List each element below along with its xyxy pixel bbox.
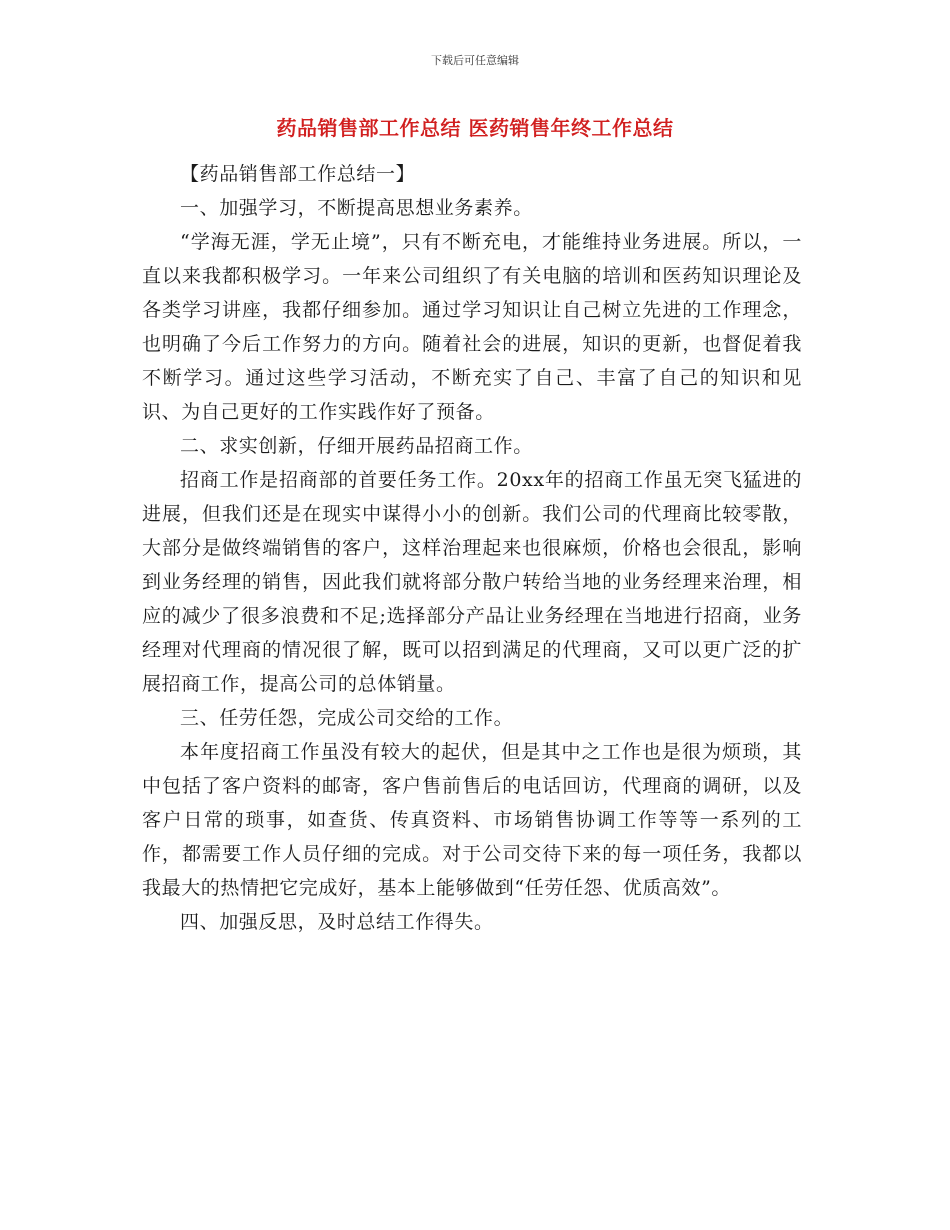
- subheading-1: 一、加强学习，不断提高思想业务素养。: [180, 197, 533, 219]
- subheading-2: 二、求实创新，仔细开展药品招商工作。: [180, 435, 533, 457]
- section-heading: 【药品销售部工作总结一】: [180, 163, 416, 185]
- paragraph-1: “学海无涯，学无止境”，只有不断充电，才能维持业务进展。所以，一直以来我都积极学习。一年来公司组织了有关电脑的培训和医药知识理论及各类学习讲座，我都仔细参加。通过学习知识让自己树立先进的工作理念，也明确了今后工作努力的方向。随着社会的进展，知识的更新，也督促着我不断学习。通过这些学习活动，不断充实了自己、丰富了自己的知识和见识、为自己更好的工作实践作好了预备。: [142, 231, 802, 423]
- subheading-4: 四、加强反思，及时总结工作得失。: [180, 911, 494, 933]
- page-header-note: 下载后可任意编辑: [431, 54, 519, 67]
- subheading-3: 三、任劳任怨，完成公司交给的工作。: [180, 707, 514, 729]
- document-title: 药品销售部工作总结 医药销售年终工作总结: [276, 116, 674, 140]
- document-body: [142, 157, 802, 939]
- paragraph-3: 本年度招商工作虽没有较大的起伏，但是其中之工作也是很为烦琐，其中包括了客户资料的邮寄，客户售前售后的电话回访，代理商的调研，以及客户日常的琐事，如查货、传真资料、市场销售协调工作等等一系列的工作，都需要工作人员仔细的完成。对于公司交待下来的每一项任务，我都以我最大的热情把它完成好，基本上能够做到“任劳任怨、优质高效”。: [142, 741, 802, 899]
- paragraph-2: 招商工作是招商部的首要任务工作。20xx年的招商工作虽无突飞猛进的进展，但我们还是在现实中谋得小小的创新。我们公司的代理商比较零散，大部分是做终端销售的客户，这样治理起来也很麻烦，价格也会很乱，影响到业务经理的销售，因此我们就将部分散户转给当地的业务经理来治理，相应的减少了很多浪费和不足;选择部分产品让业务经理在当地进行招商，业务经理对代理商的情况很了解，既可以招到满足的代理商，又可以更广泛的扩展招商工作，提高公司的总体销量。: [142, 469, 802, 695]
